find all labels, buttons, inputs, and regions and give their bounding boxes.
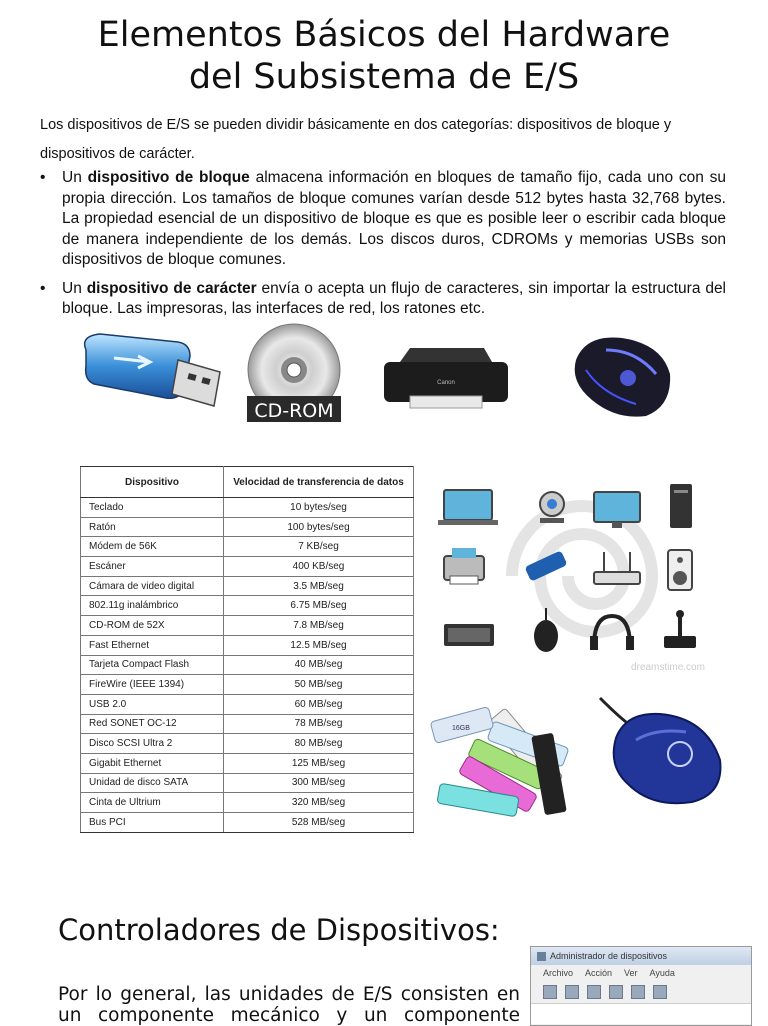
device-icons-grid [432, 476, 732, 676]
speed-cell: 320 MB/seg [224, 793, 414, 813]
speed-cell: 300 MB/seg [224, 773, 414, 793]
device-cell: Bus PCI [81, 813, 224, 833]
speed-cell: 400 KB/seg [224, 557, 414, 577]
intro-paragraph: Los dispositivos de E/S se pueden dividir básicamente en dos categorías: dispositivos de bloque y dispositivos de carácter. [40, 117, 672, 162]
device-cell: Módem de 56K [81, 537, 224, 557]
table-row [81, 675, 414, 695]
menu-accion[interactable]: Acción [585, 968, 613, 978]
table-row [81, 517, 414, 537]
bullet-term: dispositivo de carácter [86, 279, 257, 297]
watermark-text: dreamstime.com [631, 662, 705, 673]
speed-cell: 10 bytes/seg [224, 498, 414, 518]
menu-archivo[interactable]: Archivo [543, 968, 574, 978]
laptop-icon [438, 490, 498, 525]
table-row [81, 616, 414, 636]
speed-cell: 100 bytes/seg [224, 517, 414, 537]
table-row [81, 813, 414, 833]
device-manager-window [530, 946, 752, 1026]
monitor-icon [594, 492, 640, 528]
usb-sticks-image [428, 694, 578, 824]
device-cell: Cinta de Ultrium [81, 793, 224, 813]
bullet-text: Un [62, 279, 87, 297]
device-manager-icon [537, 952, 546, 961]
properties-icon[interactable] [587, 985, 601, 999]
device-manager-title: Administrador de dispositivos [550, 951, 668, 961]
bullet-text: almacena información en bloques de tamaño fijo, cada uno con su propia dirección. Los tamaños de bloque comunes varían desde 512 bytes hasta 32,768 bytes. La propiedad esencial de un dispositivo de bloque es que es posible leer o escribir cada bloque de manera independiente de los demás. Los discos duros, CDROMs y memorias USBs son dispositivos de bloque comunes. [62, 169, 726, 268]
pc-tower-icon [670, 484, 692, 528]
print-icon[interactable] [609, 985, 623, 999]
table-row [81, 596, 414, 616]
device-cell: Disco SCSI Ultra 2 [81, 734, 224, 754]
cd-rom-label: CD-ROM [254, 400, 334, 422]
help-icon[interactable] [631, 985, 645, 999]
speed-cell: 12.5 MB/seg [224, 635, 414, 655]
gaming-mouse-image [566, 330, 676, 420]
menu-ver[interactable]: Ver [624, 968, 638, 978]
bullet-text: envía o acepta un flujo de caracteres, sin importar la estructura del bloque. Las impresoras, las interfaces de red, los ratones etc. [62, 279, 727, 317]
section-paragraph: Por lo general, las unidades de E/S consisten en un componente mecánico y un componente [58, 984, 520, 1026]
device-cell: Red SONET OC-12 [81, 714, 224, 734]
printer-icon [444, 548, 484, 584]
blue-mouse-image [596, 694, 726, 806]
keyboard-icon [444, 624, 494, 646]
table-row [81, 635, 414, 655]
device-cell: 802.11g inalámbrico [81, 596, 224, 616]
table-row [81, 793, 414, 813]
device-cell: Tarjeta Compact Flash [81, 655, 224, 675]
cd-rom-image [246, 322, 342, 422]
printer-image [380, 344, 512, 410]
device-cell: Fast Ethernet [81, 635, 224, 655]
speed-cell: 40 MB/seg [224, 655, 414, 675]
speed-cell: 7.8 MB/seg [224, 616, 414, 636]
device-manager-menubar [531, 965, 751, 981]
device-manager-titlebar [531, 947, 751, 965]
table-row [81, 655, 414, 675]
page-title [0, 14, 768, 98]
usb-capacity-label: 16GB [452, 725, 470, 732]
device-tree[interactable] [531, 1004, 751, 1024]
table-row [81, 714, 414, 734]
device-cell: Unidad de disco SATA [81, 773, 224, 793]
device-cell: Gigabit Ethernet [81, 753, 224, 773]
table-row [81, 537, 414, 557]
speed-cell: 3.5 MB/seg [224, 576, 414, 596]
device-cell: CD-ROM de 52X [81, 616, 224, 636]
speed-cell: 78 MB/seg [224, 714, 414, 734]
speed-cell: 50 MB/seg [224, 675, 414, 695]
speaker-icon [668, 550, 692, 590]
section-title: Controladores de Dispositivos: [58, 913, 500, 947]
bullet-list [40, 168, 726, 328]
device-cell: USB 2.0 [81, 694, 224, 714]
device-manager-toolbar [531, 981, 751, 1004]
column-header-device: Dispositivo [81, 467, 224, 498]
usb-drive-image [80, 330, 222, 410]
title-line-1: Elementos Básicos del Hardware [97, 15, 671, 55]
column-header-speed: Velocidad de transferencia de datos [224, 467, 414, 498]
table-row [81, 773, 414, 793]
bullet-block-device [40, 168, 726, 271]
table-row [81, 576, 414, 596]
webcam-icon [540, 492, 564, 523]
table-row [81, 498, 414, 518]
device-cell: Teclado [81, 498, 224, 518]
bullet-dot: • [40, 169, 46, 186]
scan-icon[interactable] [653, 985, 667, 999]
table-header-row [81, 467, 414, 498]
table-row [81, 734, 414, 754]
speed-cell: 6.75 MB/seg [224, 596, 414, 616]
speed-cell: 125 MB/seg [224, 753, 414, 773]
device-cell: Cámara de video digital [81, 576, 224, 596]
table-row [81, 557, 414, 577]
bullet-dot: • [40, 279, 46, 297]
speed-cell: 80 MB/seg [224, 734, 414, 754]
title-line-2: del Subsistema de E/S [188, 57, 580, 97]
table-row [81, 753, 414, 773]
device-cell: Escáner [81, 557, 224, 577]
speed-cell: 7 KB/seg [224, 537, 414, 557]
joystick-icon [664, 610, 696, 648]
menu-ayuda[interactable]: Ayuda [649, 968, 675, 978]
back-icon[interactable] [543, 985, 557, 999]
speed-cell: 60 MB/seg [224, 694, 414, 714]
device-cell: FireWire (IEEE 1394) [81, 675, 224, 695]
transfer-rate-table [80, 466, 414, 833]
bullet-char-device [40, 279, 726, 320]
forward-icon[interactable] [565, 985, 579, 999]
device-cell: Ratón [81, 517, 224, 537]
bullet-term: dispositivo de bloque [87, 169, 250, 186]
table-row [81, 694, 414, 714]
printer-brand: Canon [437, 380, 455, 386]
speed-cell: 528 MB/seg [224, 813, 414, 833]
bullet-text: Un [62, 169, 88, 186]
